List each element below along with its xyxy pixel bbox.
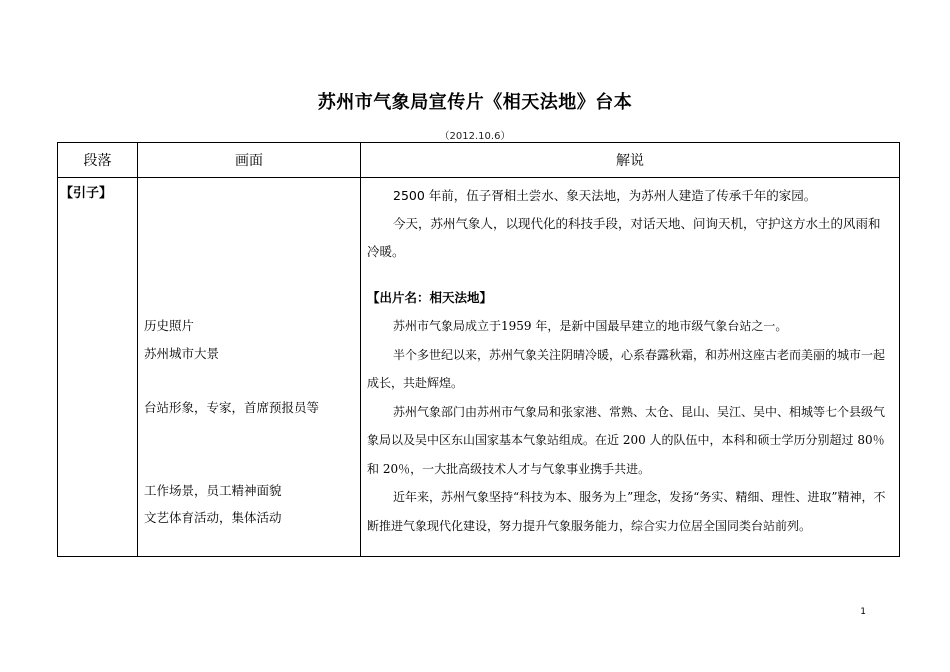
document-date: （2012.10.6） bbox=[439, 131, 511, 142]
shot-item: 工作场景，员工精神面貌 bbox=[144, 483, 282, 498]
shot-item: 苏州城市大景 bbox=[144, 346, 220, 361]
table-row bbox=[58, 178, 900, 557]
narration-cell bbox=[361, 178, 900, 557]
table-header-row bbox=[58, 143, 900, 178]
narration-paragraph: 苏州市气象局成立于1959 年，是新中国最早建立的地市级气象台站之一。 bbox=[393, 319, 788, 333]
header-segment: 段落 bbox=[58, 143, 138, 178]
script-table bbox=[57, 142, 900, 557]
narration-paragraph: 今天，苏州气象人，以现代化的科技手段，对话天地、问询天机，守护这方水土的风雨和冷暖。 bbox=[367, 216, 881, 259]
narration-paragraph: 苏州气象部门由苏州市气象局和张家港、常熟、太仓、昆山、吴江、吴中、相城等七个县级气象局以及吴中区东山国家基本气象站组成。在近 200 人的队伍中，本科和硕士学历分别超过 80％和 20％，一大批高级技术人才与气象事业携手共进。 bbox=[367, 404, 886, 476]
narration-paragraph: 近年来，苏州气象坚持“科技为本、服务为上”理念，发扬“务实、精细、理性、进取”精神，不断推进气象现代化建设，努力提升气象服务能力，综合实力位居全国同类台站前列。 bbox=[367, 490, 886, 533]
shot-item: 文艺体育活动，集体活动 bbox=[144, 510, 282, 525]
header-narration: 解说 bbox=[361, 143, 900, 178]
section-label: 【引子】 bbox=[58, 178, 138, 557]
header-picture: 画面 bbox=[138, 143, 361, 178]
narration-paragraph: 半个多世纪以来，苏州气象关注阴晴冷暖，心系春露秋霜，和苏州这座古老而美丽的城市一起成长，共赴辉煌。 bbox=[367, 347, 886, 390]
shot-item: 台站形象，专家，首席预报员等 bbox=[144, 400, 320, 415]
document-title: 苏州市气象局宣传片《相天法地》台本 bbox=[317, 92, 633, 113]
page-number: 1 bbox=[860, 607, 866, 617]
narration-subtitle: 【出片名：相天法地】 bbox=[367, 290, 493, 305]
shots-cell bbox=[138, 178, 361, 557]
narration-paragraph: 2500 年前，伍子胥相土尝水、象天法地，为苏州人建造了传承千年的家园。 bbox=[393, 188, 817, 203]
shot-item: 历史照片 bbox=[144, 318, 195, 333]
